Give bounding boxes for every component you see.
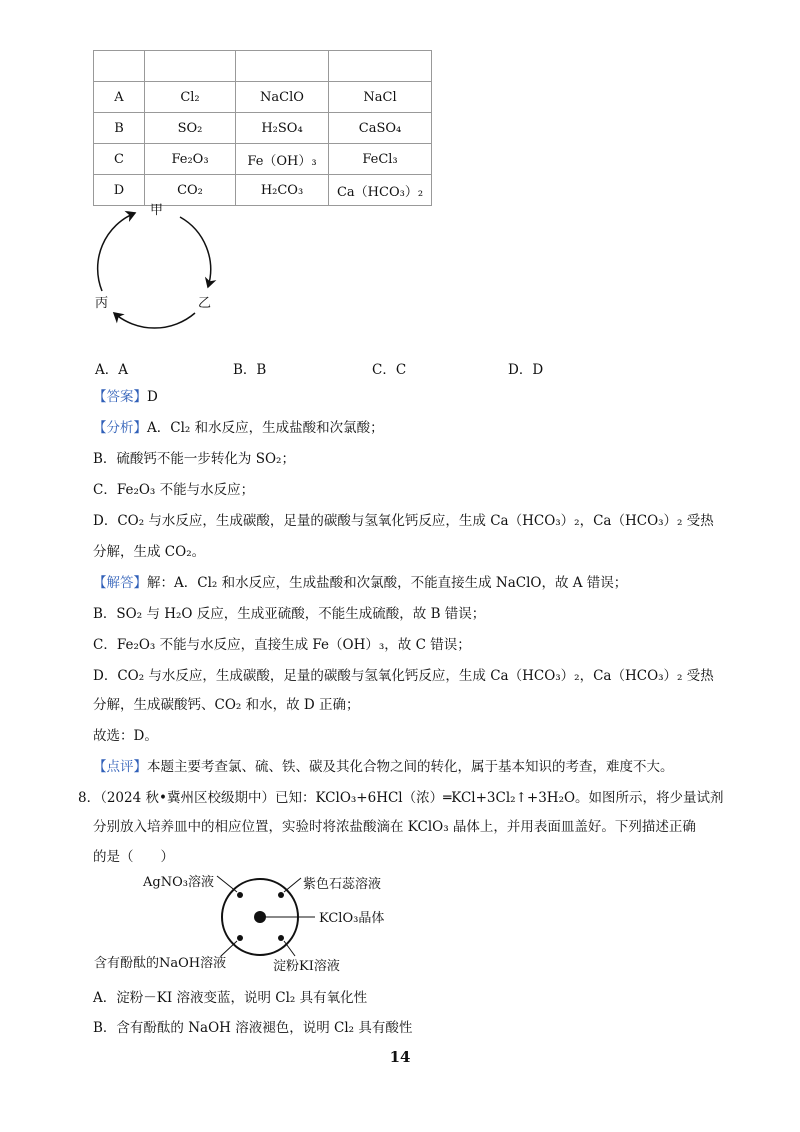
analysis-line-3: C．Fe₂O₃ 不能与水反应； [93,482,255,498]
table-cell: Fe（OH）₃ [236,144,329,175]
question-8-line-2: 分别放入培养皿中的相应位置，实验时将浓盐酸滴在 KClO₃ 晶体上，并用表面皿盖好。下列描述正确 [93,819,696,835]
table-cell [329,51,432,82]
table-row [94,82,432,113]
arrow-jia-to-yi [180,217,211,287]
cycle-label-yi: 乙 [198,296,212,311]
cycle-label-jia: 甲 [150,203,164,218]
analysis-text-1: A．Cl₂ 和水反应，生成盐酸和次氯酸； [147,420,384,436]
answer-text: D [147,389,158,405]
analysis-line-2: B．硫酸钙不能一步转化为 SO₂； [93,451,295,467]
solution-line-1 [93,573,627,593]
solution-line-2: B．SO₂ 与 H₂O 反应，生成亚硫酸，不能生成硫酸，故 B 错误； [93,606,486,622]
label-kclo3: KClO₃晶体 [319,911,385,926]
table-cell: FeCl₃ [329,144,432,175]
table-cell: A [94,82,145,113]
question-8-line-3: 的是（ ） [93,849,174,865]
comment-text: 本题主要考查氯、硫、铁、碳及其化合物之间的转化，属于基本知识的考查，难度不大。 [147,759,674,775]
table-cell: CO₂ [145,175,236,206]
answer-tag: 【答案】 [93,389,147,405]
agno3-pointer [217,876,237,892]
table-cell [236,51,329,82]
litmus-dot [278,892,284,898]
table-cell: H₂CO₃ [236,175,329,206]
comment-tag: 【点评】 [93,759,147,775]
question-number: 8． [78,790,101,806]
table-cell: CaSO₄ [329,113,432,144]
arrow-yi-to-bing [114,313,195,328]
analysis-line-4: D．CO₂ 与水反应，生成碳酸，足量的碳酸与氢氧化钙反应，生成 Ca（HCO₃）₂，Ca（HCO₃）₂ 受热 [93,513,714,529]
table-row [94,113,432,144]
answer-line [93,387,158,407]
label-ki: 淀粉KI溶液 [273,959,340,974]
solution-text-1: 解：A．Cl₂ 和水反应，生成盐酸和次氯酸，不能直接生成 NaClO，故 A 错误； [147,575,628,591]
solution-line-3: C．Fe₂O₃ 不能与水反应，直接生成 Fe（OH）₃，故 C 错误； [93,637,471,653]
question-8-option-b: B．含有酚酞的 NaOH 溶液褪色，说明 Cl₂ 具有酸性 [93,1020,413,1036]
table-cell: C [94,144,145,175]
table-cell: SO₂ [145,113,236,144]
analysis-line-5: 分解，生成 CO₂。 [93,544,206,560]
table-row [94,51,432,82]
table-cell: D [94,175,145,206]
table-cell: B [94,113,145,144]
page-number: 14 [389,1048,411,1066]
option-a: A．A [95,362,128,378]
table-cell: H₂SO₄ [236,113,329,144]
reaction-table [93,50,432,206]
option-c: C．C [372,362,407,378]
table-cell: Ca（HCO₃）₂ [329,175,432,206]
naoh-dot [237,935,243,941]
analysis-line-1 [93,418,384,438]
option-d: D．D [508,362,544,378]
ki-dot [278,935,284,941]
table-cell: Cl₂ [145,82,236,113]
ki-pointer [284,941,295,956]
kclo3-dot [254,911,266,923]
label-naoh: 含有酚酞的NaOH溶液 [94,956,227,971]
question-8-option-a: A．淀粉－KI 溶液变蓝，说明 Cl₂ 具有氧化性 [93,990,368,1006]
option-b: B．B [233,362,267,378]
arrow-bing-to-jia [98,213,135,291]
litmus-pointer [284,878,301,892]
cycle-label-bing: 丙 [95,296,109,311]
question-8-text-1: （2024 秋•冀州区校级期中）已知：KClO₃+6HCl（浓）═KCl+3Cl₂↑+3H₂O。如图所示，将少量试剂 [100,790,724,806]
question-8-line-1 [78,788,724,808]
table-cell: Fe₂O₃ [145,144,236,175]
table-cell: NaCl [329,82,432,113]
solution-tag: 【解答】 [93,575,147,591]
analysis-tag: 【分析】 [93,420,147,436]
label-litmus: 紫色石蕊溶液 [303,877,382,892]
table-cell: NaClO [236,82,329,113]
table-row [94,144,432,175]
solution-line-6: 故选：D。 [93,728,158,744]
label-agno3: AgNO₃溶液 [143,875,214,890]
petri-dish-diagram [215,870,315,965]
table-cell [145,51,236,82]
comment-line [93,757,674,777]
solution-line-4: D．CO₂ 与水反应，生成碳酸，足量的碳酸与氢氧化钙反应，生成 Ca（HCO₃）₂，Ca（HCO₃）₂ 受热 [93,668,714,684]
agno3-dot [237,892,243,898]
solution-line-5: 分解，生成碳酸钙、CO₂ 和水，故 D 正确； [93,697,360,713]
table-cell [94,51,145,82]
